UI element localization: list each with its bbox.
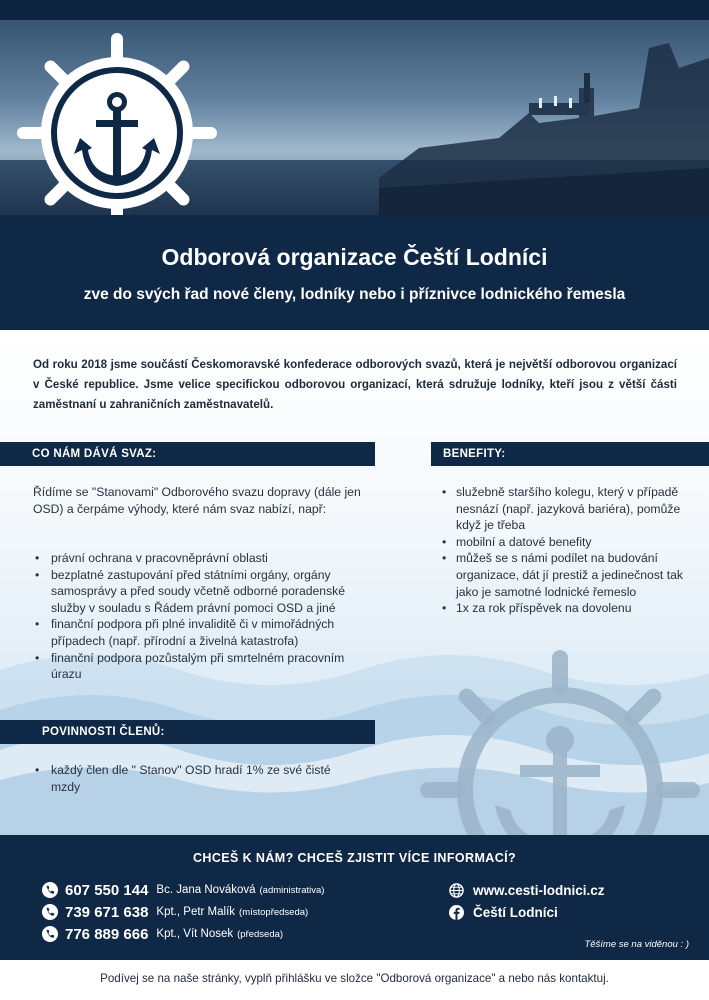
intro-paragraph: Od roku 2018 jsme součástí Českomoravské konfederace odborových svazů, která je největší odborovou organizací v České republice. Jsme velice specifickou odborovou organizací, která sdružuje lodníky, kteří jsou z větší části zaměstnaní u zahraničních zaměstnavatelů. (33, 358, 677, 411)
phone-icon (42, 882, 58, 898)
phone-number: 607 550 144 (65, 881, 149, 899)
contact-role: (předseda) (237, 928, 284, 940)
contact-role: (místopředseda) (239, 906, 309, 918)
list-item: • bezplatné zastupování před státními orgány, orgány samosprávy a před soudy včetně odborné poradenské služby v souladu s Řádem právní pomoci OSD a jiné (33, 567, 378, 617)
list-item: • 1x za rok příspěvek na dovolenu (440, 600, 700, 617)
povinnosti-list (33, 762, 333, 795)
list-item: • finanční podpora pozůstalým při smrtelném pracovním úrazu (33, 650, 378, 683)
list-item: • můžeš se s námi podílet na budování organizace, dát jí prestiž a jedinečnost tak jako je samotné lodnické řemeslo (440, 550, 700, 600)
facebook-link[interactable] (449, 902, 558, 922)
facebook-text: Čeští Lodníci (473, 904, 558, 920)
povinnosti-heading: POVINNOSTI ČLENŮ: (0, 720, 375, 744)
ship-wheel-anchor-logo (14, 30, 220, 236)
page-subtitle: zve do svých řad nové členy, lodníky nebo i příznivce lodnického řemesla (83, 286, 626, 303)
title-band (0, 215, 709, 330)
phone-icon (42, 926, 58, 942)
list-item: • každý člen dle " Stanov" OSD hradí 1% ze své čisté mzdy (33, 762, 333, 795)
benefity-heading: BENEFITY: (431, 442, 709, 466)
list-item: • mobilní a datové benefity (440, 534, 700, 551)
phone-number: 739 671 638 (65, 903, 149, 921)
contact-name: Bc. Jana Nováková (156, 884, 256, 896)
contact-role: (administrativa) (259, 884, 325, 896)
contact-name: Kpt., Petr Malík (156, 906, 236, 918)
phone-icon (42, 904, 58, 920)
phone-number: 776 889 666 (65, 925, 149, 943)
ship-silhouette (379, 28, 709, 215)
contact-title: CHCEŠ K NÁM? CHCEŠ ZJISTIT VÍCE INFORMACÍ? (192, 851, 517, 865)
phone-row[interactable] (42, 880, 324, 900)
svaz-heading: CO NÁM DÁVÁ SVAZ: (0, 442, 375, 466)
svaz-list (33, 550, 378, 683)
benefity-list (440, 484, 700, 617)
list-item: • služebně staršího kolegu, který v případě nesnází (např. jazyková bariéra), pomůže když je třeba (440, 484, 700, 534)
ship-wheel-watermark (410, 640, 709, 835)
website-text: www.cesti-lodnici.cz (473, 882, 605, 898)
contact-name: Kpt., Vít Nosek (156, 928, 234, 940)
phone-row[interactable] (42, 902, 308, 922)
hero-top-bar (0, 0, 709, 20)
svaz-intro: Řídíme se "Stanovami" Odborového svazu dopravy (dále jen OSD) a čerpáme výhody, které nám svaz nabízí, např: (33, 485, 361, 516)
footer-text: Podívej se na naše stránky, vyplň přihlášku ve složce "Odborová organizace" a nebo nás kontaktuj. (0, 960, 709, 1000)
page-title: Odborová organizace Čeští Lodníci (161, 244, 548, 270)
globe-icon (449, 883, 464, 898)
greeting-text: Těšíme se na viděnou : ) (584, 939, 689, 950)
phone-row[interactable] (42, 924, 283, 944)
website-link[interactable] (449, 880, 605, 900)
list-item: • finanční podpora při plné invaliditě či v mimořádných případech (např. přírodní a živelná katastrofa) (33, 616, 378, 649)
list-item: • právní ochrana v pracovněprávní oblasti (33, 550, 378, 567)
facebook-icon (449, 905, 464, 920)
